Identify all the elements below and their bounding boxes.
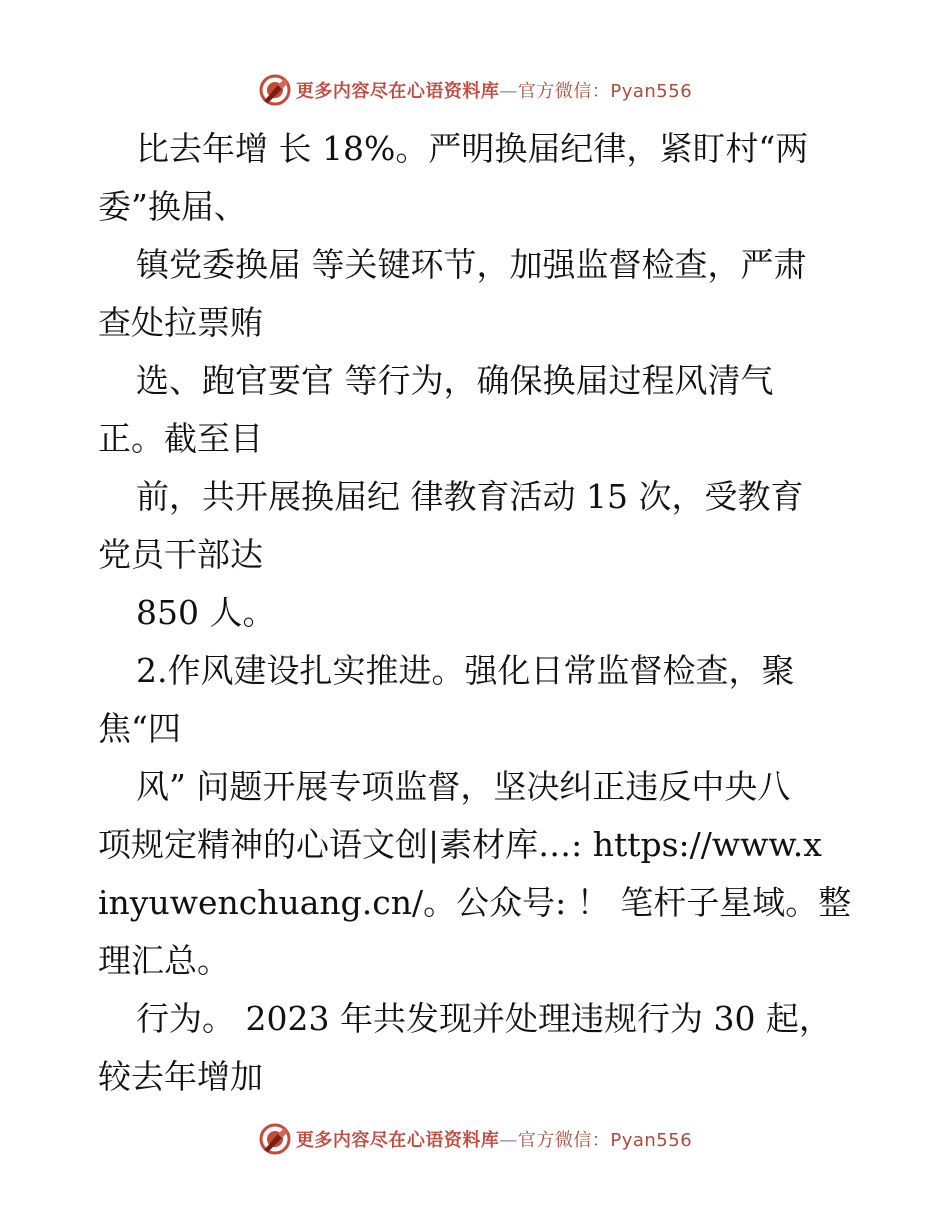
body-line: 理汇总。 [98,941,230,980]
body-line: inyuwenchuang.cn/。公众号: ！ 笔杆子星域。整 [98,883,852,922]
body-line: 风” 问题开展专项监督，坚决纠正违反中央八 [136,767,791,806]
body-line: 2.作风建设扎实推进。强化日常监督检查，聚 [136,651,795,690]
document-body [98,120,858,1106]
header-separator: — [499,81,518,102]
body-line: 较去年增加 [98,1057,263,1096]
header-brand-text: 更多内容尽在心语资料库 [295,81,500,102]
footer-brand-text: 更多内容尽在心语资料库 [295,1130,500,1151]
body-line: 比去年增 长 18%。严明换届纪律，紧盯村“两 [136,129,809,168]
footer-banner [0,1119,950,1159]
header-banner [0,70,950,110]
body-line: 查处拉票贿 [98,303,263,342]
red-pen-logo-icon [258,73,292,107]
body-line: 850 人。 [136,593,276,632]
body-line: 焦“四 [98,709,181,748]
body-line: 项规定精神的心语文创|素材库…: https://www.x [98,825,822,864]
footer-separator: — [499,1130,518,1151]
body-line: 镇党委换届 等关键环节，加强监督检查，严肃 [136,245,807,284]
footer-banner-text [296,1126,692,1152]
body-line: 行为。 2023 年共发现并处理违规行为 30 起， [136,999,832,1038]
body-line: 正。截至目 [98,419,263,458]
body-line: 选、跑官要官 等行为，确保换届过程风清气 [136,361,774,400]
body-line: 前，共开展换届纪 律教育活动 15 次，受教育 [136,477,804,516]
header-banner-text [296,77,692,103]
body-line: 党员干部达 [98,535,263,574]
red-pen-logo-icon [258,1122,292,1156]
footer-wechat-label: 官方微信： [517,1130,611,1151]
body-line: 委”换届、 [98,187,247,226]
header-wechat-id: Pyan556 [610,81,693,102]
header-wechat-label: 官方微信： [517,81,611,102]
footer-wechat-id: Pyan556 [610,1130,693,1151]
